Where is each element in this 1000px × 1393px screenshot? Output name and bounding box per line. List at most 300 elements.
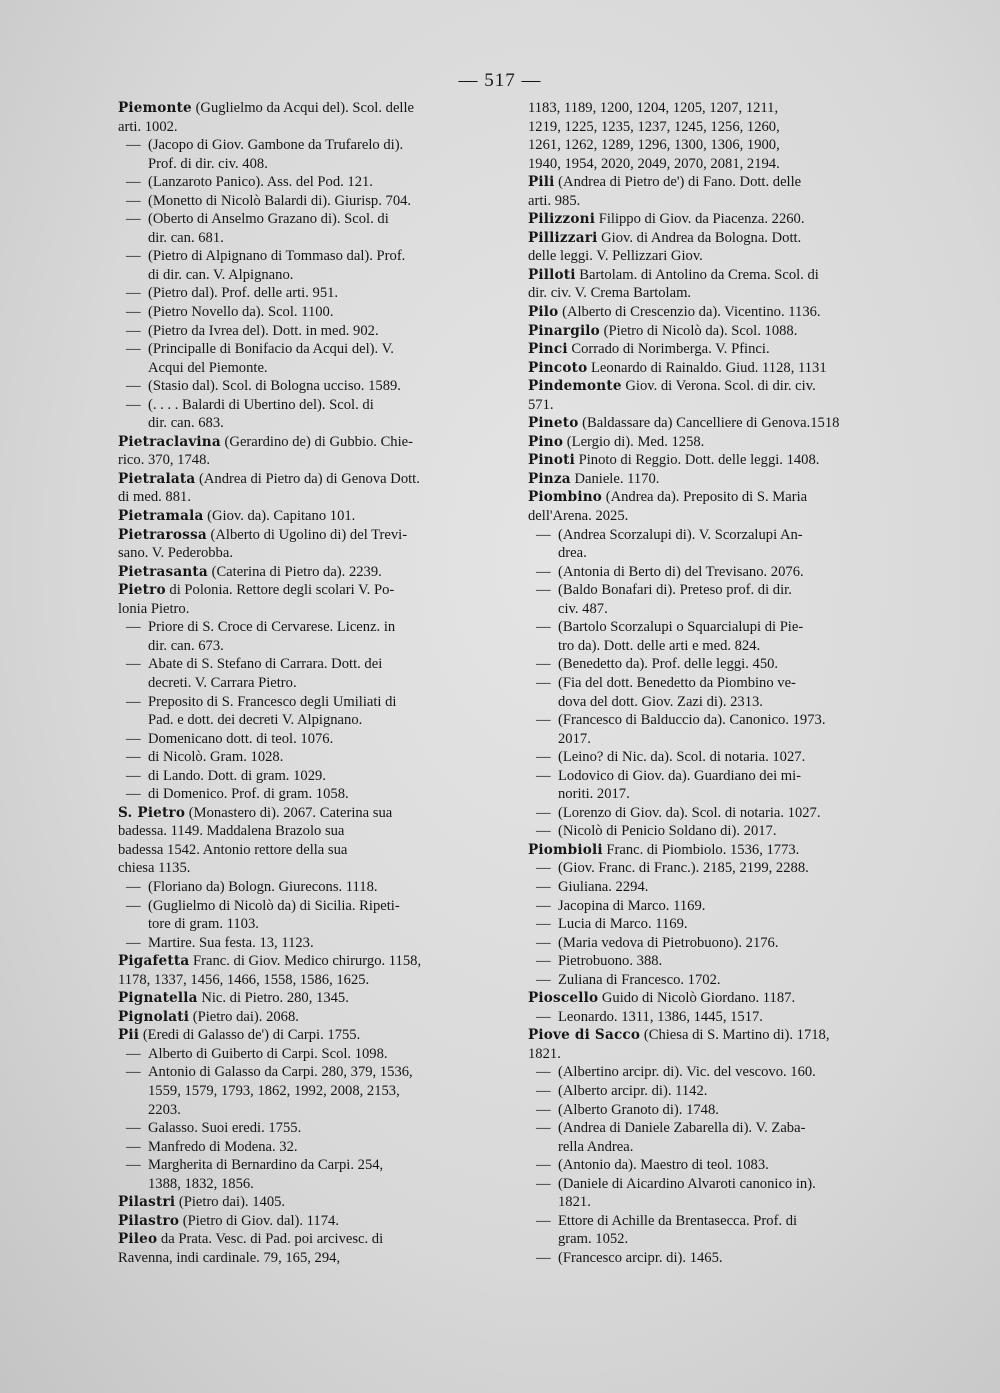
entry-line xyxy=(536,1063,908,1082)
ditto-dash: — xyxy=(536,934,551,951)
entry-text: chiesa 1135. xyxy=(118,860,191,877)
entry-line xyxy=(528,192,908,211)
index-entry xyxy=(528,451,908,470)
ditto-dash: — xyxy=(126,767,141,784)
entry-line xyxy=(536,878,908,897)
index-entry xyxy=(528,989,908,1008)
entry-text: 1183, 1189, 1200, 1204, 1205, 1207, 1211, xyxy=(528,100,779,116)
entry-line xyxy=(148,915,492,934)
index-subentry xyxy=(528,971,908,990)
index-entry xyxy=(528,841,908,860)
ditto-dash: — xyxy=(126,396,141,413)
entry-text: (Gerardino de) di Gubbio. Chie- xyxy=(224,433,413,450)
index-subentry xyxy=(528,526,908,563)
ditto-dash: — xyxy=(536,656,551,673)
entry-text: (Andrea di Pietro da) di Genova Dott. xyxy=(199,470,420,487)
ditto-dash: — xyxy=(126,1157,141,1174)
index-entry xyxy=(118,804,492,878)
entry-line xyxy=(118,563,492,582)
entry-text: di Domenico. Prof. di gram. 1058. xyxy=(148,786,349,803)
entry-line xyxy=(118,488,492,507)
entry-text: (Daniele di Aicardino Alvaroti canonico in). xyxy=(558,1175,816,1192)
entry-line xyxy=(536,581,908,600)
ditto-dash: — xyxy=(126,786,141,803)
entry-text: di dir. can. V. Alpignano. xyxy=(148,266,294,283)
entry-text: Filippo di Giov. da Piacenza. 2260. xyxy=(598,211,805,228)
entry-line xyxy=(126,396,492,415)
entry-text: (Stasio dal). Scol. di Bologna ucciso. 1589. xyxy=(148,378,401,395)
entry-text: (Pietro da Ivrea del). Dott. in med. 902. xyxy=(148,322,379,339)
entry-text: (Francesco di Balduccio da). Canonico. 1973. xyxy=(558,712,826,729)
ditto-dash: — xyxy=(536,563,551,580)
index-subentry xyxy=(528,563,908,582)
entry-line xyxy=(536,804,908,823)
entry-text: Jacopina di Marco. 1169. xyxy=(558,897,706,914)
entry-headword: Pinoti xyxy=(528,452,575,469)
entry-headword: Pietro xyxy=(118,582,166,599)
index-entry xyxy=(118,563,492,582)
entry-line xyxy=(536,618,908,637)
entry-line xyxy=(528,247,908,266)
entry-text: di Polonia. Rettore degli scolari V. Po- xyxy=(169,582,395,599)
entry-headword: Pinargilo xyxy=(528,322,600,339)
entry-text: Priore di S. Croce di Cervarese. Licenz. in xyxy=(148,619,396,636)
entry-line xyxy=(528,266,908,285)
index-subentry xyxy=(118,878,492,897)
entry-text: 571. xyxy=(528,396,554,413)
index-subentry xyxy=(528,859,908,878)
entry-line xyxy=(536,1212,908,1231)
entry-text: (Giov. da). Capitano 101. xyxy=(207,508,356,525)
entry-headword: Piombino xyxy=(528,489,603,506)
entry-line xyxy=(558,544,908,563)
ditto-dash: — xyxy=(536,712,551,729)
entry-line xyxy=(528,396,908,415)
entry-text: Manfredo di Modena. 32. xyxy=(148,1138,298,1155)
index-entry xyxy=(118,507,492,526)
entry-text: dir. can. 683. xyxy=(148,415,224,432)
entry-line xyxy=(148,637,492,656)
index-entry xyxy=(118,526,492,563)
index-subentry xyxy=(528,1156,908,1175)
entry-text: Giov. di Andrea da Bologna. Dott. xyxy=(601,229,802,246)
entry-text: Preposito di S. Francesco degli Umiliati di xyxy=(148,693,397,710)
entry-line xyxy=(126,748,492,767)
index-subentry xyxy=(118,1156,492,1193)
entry-text: Lodovico di Giov. da). Guardiano dei mi- xyxy=(558,767,802,784)
entry-text: (Leino? di Nic. da). Scol. di notaria. 1027. xyxy=(558,749,806,766)
entry-text: Antonio di Galasso da Carpi. 280, 379, 1536, xyxy=(148,1064,413,1081)
entry-text: di med. 881. xyxy=(118,489,191,506)
entry-line xyxy=(126,1045,492,1064)
ditto-dash: — xyxy=(536,1064,551,1081)
entry-headword: Pietramala xyxy=(118,508,204,525)
index-subentry xyxy=(528,1249,908,1268)
entry-headword: Piemonte xyxy=(118,100,192,116)
index-subentry xyxy=(118,210,492,247)
entry-line xyxy=(126,1119,492,1138)
entry-text: arti. 1002. xyxy=(118,118,178,135)
entry-text: (Alberto di Ugolino di) del Trevi- xyxy=(210,526,408,543)
entry-text: Corrado di Norimberga. V. Pfinci. xyxy=(571,341,770,358)
index-subentry xyxy=(118,303,492,322)
index-subentry xyxy=(118,1063,492,1119)
entry-line xyxy=(126,767,492,786)
entry-line xyxy=(126,655,492,674)
entry-line xyxy=(528,414,908,433)
entry-line xyxy=(118,971,492,990)
ditto-dash: — xyxy=(126,322,141,339)
index-entry xyxy=(118,99,492,136)
entry-headword: Pino xyxy=(528,433,564,450)
entry-text: Pietrobuono. 388. xyxy=(558,953,663,970)
ditto-dash: — xyxy=(536,953,551,970)
entry-text: Bartolam. di Antolino da Crema. Scol. di xyxy=(579,266,819,283)
index-subentry xyxy=(528,618,908,655)
entry-text: dell'Arena. 2025. xyxy=(528,508,629,525)
entry-line xyxy=(536,952,908,971)
entry-line xyxy=(528,488,908,507)
entry-text: (Baldo Bonafari di). Preteso prof. di dir. xyxy=(558,582,792,599)
entry-text: Margherita di Bernardino da Carpi. 254, xyxy=(148,1157,384,1174)
ditto-dash: — xyxy=(126,304,141,321)
ditto-dash: — xyxy=(536,804,551,821)
ditto-dash: — xyxy=(536,897,551,914)
entry-line xyxy=(118,451,492,470)
index-entry xyxy=(528,359,908,378)
index-subentry xyxy=(528,711,908,748)
entry-line xyxy=(536,1175,908,1194)
entry-text: (Alberto Granoto di). 1748. xyxy=(558,1101,719,1118)
entry-headword: Pilizzoni xyxy=(528,211,596,228)
entry-text: badessa 1542. Antonio rettore della sua xyxy=(118,841,348,858)
entry-line xyxy=(126,618,492,637)
ditto-dash: — xyxy=(536,1120,551,1137)
entry-text: (Benedetto da). Prof. delle leggi. 450. xyxy=(558,656,779,673)
entry-line xyxy=(118,1193,492,1212)
entry-line xyxy=(126,878,492,897)
entry-headword: Pignatella xyxy=(118,990,198,1007)
entry-line xyxy=(148,266,492,285)
ditto-dash: — xyxy=(536,860,551,877)
left-column xyxy=(118,99,492,1267)
ditto-dash: — xyxy=(126,730,141,747)
entry-text: (Antonio da). Maestro di teol. 1083. xyxy=(558,1157,769,1174)
index-entry xyxy=(528,322,908,341)
entry-line xyxy=(126,210,492,229)
entry-line xyxy=(528,155,908,174)
entry-line xyxy=(118,600,492,619)
ditto-dash: — xyxy=(126,656,141,673)
entry-headword: Piombioli xyxy=(528,841,603,858)
index-subentry xyxy=(528,655,908,674)
entry-text: dir. can. 681. xyxy=(148,229,224,246)
index-subentry xyxy=(528,1175,908,1212)
index-entry xyxy=(528,303,908,322)
entry-line xyxy=(126,377,492,396)
ditto-dash: — xyxy=(126,1120,141,1137)
index-subentry xyxy=(118,192,492,211)
ditto-dash: — xyxy=(126,341,141,358)
entry-line xyxy=(126,934,492,953)
entry-text: 1559, 1579, 1793, 1862, 1992, 2008, 2153, xyxy=(148,1082,400,1099)
entry-text: (Pietro di Alpignano di Tommaso dal). Prof. xyxy=(148,248,406,265)
entry-line xyxy=(528,229,908,248)
index-entry xyxy=(118,1212,492,1231)
entry-text: Alberto di Guiberto di Carpi. Scol. 1098. xyxy=(148,1045,388,1062)
index-subentry xyxy=(118,767,492,786)
index-subentry xyxy=(118,748,492,767)
ditto-dash: — xyxy=(126,192,141,209)
entry-headword: Pindemonte xyxy=(528,378,622,395)
entry-text: 1940, 1954, 2020, 2049, 2070, 2081, 2194. xyxy=(528,155,780,172)
entry-text: gram. 1052. xyxy=(558,1231,629,1248)
entry-headword: Pigafetta xyxy=(118,953,190,970)
entry-text: tore di gram. 1103. xyxy=(148,916,259,933)
entry-text: (Monastero di). 2067. Caterina sua xyxy=(188,804,393,821)
entry-text: (Giov. Franc. di Franc.). 2185, 2199, 2288. xyxy=(558,860,809,877)
entry-headword: Pillizzari xyxy=(528,229,598,246)
entry-line xyxy=(528,1026,908,1045)
entry-text: Pinoto di Reggio. Dott. delle leggi. 1408. xyxy=(578,452,820,469)
ditto-dash: — xyxy=(126,211,141,228)
ditto-dash: — xyxy=(126,878,141,895)
entry-line xyxy=(126,340,492,359)
entry-text: lonia Pietro. xyxy=(118,600,190,617)
entry-line xyxy=(536,1119,908,1138)
entry-line xyxy=(528,433,908,452)
index-subentry xyxy=(118,247,492,284)
ditto-dash: — xyxy=(536,971,551,988)
ditto-dash: — xyxy=(536,823,551,840)
entry-text: noriti. 2017. xyxy=(558,786,630,803)
index-subentry xyxy=(118,284,492,303)
entry-line xyxy=(536,674,908,693)
entry-text: (Bartolo Scorzalupi o Squarcialupi di Pie- xyxy=(558,619,804,636)
entry-line xyxy=(118,841,492,860)
ditto-dash: — xyxy=(126,1138,141,1155)
entry-line xyxy=(528,507,908,526)
index-subentry xyxy=(528,1082,908,1101)
ditto-dash: — xyxy=(536,619,551,636)
entry-text: di Lando. Dott. di gram. 1029. xyxy=(148,767,326,784)
entry-line xyxy=(126,303,492,322)
index-entry xyxy=(528,414,908,433)
entry-line xyxy=(558,785,908,804)
entry-line xyxy=(148,229,492,248)
entry-line xyxy=(118,952,492,971)
entry-text: Abate di S. Stefano di Carrara. Dott. dei xyxy=(148,656,383,673)
index-subentry xyxy=(118,173,492,192)
index-subentry xyxy=(528,748,908,767)
entry-line xyxy=(528,284,908,303)
entry-text: drea. xyxy=(558,545,587,562)
entry-line xyxy=(126,136,492,155)
entry-line xyxy=(126,173,492,192)
entry-line xyxy=(118,507,492,526)
entry-line xyxy=(536,859,908,878)
index-subentry xyxy=(528,1008,908,1027)
entry-text: Zuliana di Francesco. 1702. xyxy=(558,971,721,988)
index-subentry xyxy=(118,618,492,655)
entry-text: sano. V. Pederobba. xyxy=(118,545,233,562)
entry-line xyxy=(528,173,908,192)
entry-headword: Pii xyxy=(118,1027,140,1044)
entry-headword: Piove di Sacco xyxy=(528,1027,641,1044)
index-subentry xyxy=(118,340,492,377)
entry-line xyxy=(118,1212,492,1231)
entry-line xyxy=(536,563,908,582)
index-subentry xyxy=(118,1119,492,1138)
entry-headword: S. Pietro xyxy=(118,804,186,821)
entry-text: (Eredi di Galasso de') di Carpi. 1755. xyxy=(142,1027,361,1044)
entry-line xyxy=(148,711,492,730)
ditto-dash: — xyxy=(536,878,551,895)
entry-line xyxy=(536,1082,908,1101)
ditto-dash: — xyxy=(536,1101,551,1118)
ditto-dash: — xyxy=(536,767,551,784)
index-entry xyxy=(528,470,908,489)
index-subentry xyxy=(118,785,492,804)
entry-text: da Prata. Vesc. di Pad. poi arcivesc. di xyxy=(160,1231,384,1248)
entry-line xyxy=(536,934,908,953)
entry-line xyxy=(558,730,908,749)
entry-line xyxy=(528,377,908,396)
entry-headword: Pinza xyxy=(528,470,571,487)
entry-headword: Pilastro xyxy=(118,1212,180,1229)
entry-text: 1821. xyxy=(558,1194,591,1211)
entry-line xyxy=(528,989,908,1008)
ditto-dash: — xyxy=(126,285,141,302)
ditto-dash: — xyxy=(126,1064,141,1081)
ditto-dash: — xyxy=(536,1212,551,1229)
index-subentry xyxy=(118,730,492,749)
index-entry xyxy=(118,989,492,1008)
entry-line xyxy=(148,1082,492,1101)
entry-line xyxy=(126,1063,492,1082)
entry-line xyxy=(126,1156,492,1175)
ditto-dash: — xyxy=(536,916,551,933)
entry-line xyxy=(536,897,908,916)
index-entry xyxy=(528,1026,908,1063)
index-subentry xyxy=(528,897,908,916)
entry-text: (Alberto di Crescenzio da). Vicentino. 1136. xyxy=(562,304,821,321)
entry-text: decreti. V. Carrara Pietro. xyxy=(148,674,297,691)
entry-text: (Andrea di Daniele Zabarella di). V. Zaba- xyxy=(558,1120,806,1137)
page-number: — 517 — xyxy=(458,70,542,91)
index-entry-continuation xyxy=(528,99,908,173)
ditto-dash: — xyxy=(536,749,551,766)
entry-text: 1388, 1832, 1856. xyxy=(148,1175,254,1192)
entry-line xyxy=(148,155,492,174)
entry-line xyxy=(536,915,908,934)
entry-line xyxy=(118,859,492,878)
entry-headword: Pietraclavina xyxy=(118,433,221,450)
index-entry xyxy=(528,229,908,266)
index-subentry xyxy=(528,822,908,841)
entry-text: 2203. xyxy=(148,1101,181,1118)
entry-headword: Pietralata xyxy=(118,470,196,487)
entry-text: 1821. xyxy=(528,1045,561,1062)
entry-line xyxy=(118,1249,492,1268)
entry-line xyxy=(148,359,492,378)
entry-line xyxy=(118,526,492,545)
entry-text: Franc. di Giov. Medico chirurgo. 1158, xyxy=(193,953,422,970)
index-entry xyxy=(118,1193,492,1212)
entry-line xyxy=(528,470,908,489)
entry-text: Giuliana. 2294. xyxy=(558,878,649,895)
index-subentry xyxy=(118,1138,492,1157)
entry-text: (Andrea di Pietro de') di Fano. Dott. delle xyxy=(558,174,802,191)
index-subentry xyxy=(528,804,908,823)
entry-text: Galasso. Suoi eredi. 1755. xyxy=(148,1120,302,1137)
index-subentry xyxy=(118,396,492,433)
entry-line xyxy=(126,284,492,303)
entry-text: 1261, 1262, 1289, 1296, 1300, 1306, 1900, xyxy=(528,137,780,154)
entry-line xyxy=(528,1045,908,1064)
index-subentry xyxy=(528,934,908,953)
entry-line xyxy=(118,581,492,600)
index-entry xyxy=(528,266,908,303)
entry-line xyxy=(118,118,492,137)
entry-line xyxy=(536,971,908,990)
entry-headword: Pietrarossa xyxy=(118,526,207,543)
ditto-dash: — xyxy=(126,137,141,154)
entry-text: (Albertino arcipr. di). Vic. del vescovo. 160. xyxy=(558,1064,816,1081)
entry-line xyxy=(558,1138,908,1157)
entry-text: dova del dott. Giov. Zazi di). 2313. xyxy=(558,693,763,710)
index-entry xyxy=(528,210,908,229)
index-subentry xyxy=(118,934,492,953)
entry-line xyxy=(528,841,908,860)
entry-line xyxy=(536,655,908,674)
entry-line xyxy=(148,414,492,433)
index-subentry xyxy=(118,1045,492,1064)
ditto-dash: — xyxy=(126,749,141,766)
entry-line xyxy=(118,822,492,841)
entry-text: (Guglielmo di Nicolò da) di Sicilia. Ripeti- xyxy=(148,897,400,914)
ditto-dash: — xyxy=(126,934,141,951)
index-subentry xyxy=(118,136,492,173)
entry-text: Domenicano dott. di teol. 1076. xyxy=(148,730,334,747)
index-subentry xyxy=(528,581,908,618)
index-subentry xyxy=(118,897,492,934)
entry-text: (Francesco arcipr. di). 1465. xyxy=(558,1249,723,1266)
entry-text: arti. 985. xyxy=(528,192,581,209)
entry-text: (Andrea Scorzalupi di). V. Scorzalupi An- xyxy=(558,526,803,543)
entry-text: (Lergio di). Med. 1258. xyxy=(566,433,705,450)
entry-line xyxy=(536,822,908,841)
entry-text: (. . . . Balardi di Ubertino del). Scol. di xyxy=(148,396,374,413)
index-entry xyxy=(528,173,908,210)
ditto-dash: — xyxy=(536,1175,551,1192)
entry-text: (Guglielmo da Acqui del). Scol. delle xyxy=(195,100,415,116)
entry-text: tro da). Dott. delle arti e med. 824. xyxy=(558,637,761,654)
entry-line xyxy=(118,989,492,1008)
entry-text: Leonardo di Rainaldo. Giud. 1128, 1131 xyxy=(591,359,827,376)
index-subentry xyxy=(528,674,908,711)
index-entry xyxy=(528,433,908,452)
entry-text: Ravenna, indi cardinale. 79, 165, 294, xyxy=(118,1249,341,1266)
entry-text: (Pietro dai). 2068. xyxy=(192,1008,299,1025)
entry-line xyxy=(536,1249,908,1268)
entry-text: (Monetto di Nicolò Balardi di). Giurisp. 704. xyxy=(148,192,412,209)
entry-text: (Chiesa di S. Martino di). 1718, xyxy=(643,1027,830,1044)
index-entry xyxy=(118,433,492,470)
ditto-dash: — xyxy=(126,619,141,636)
entry-headword: Pilastri xyxy=(118,1194,176,1211)
entry-text: 1178, 1337, 1456, 1466, 1558, 1586, 1625. xyxy=(118,971,370,988)
